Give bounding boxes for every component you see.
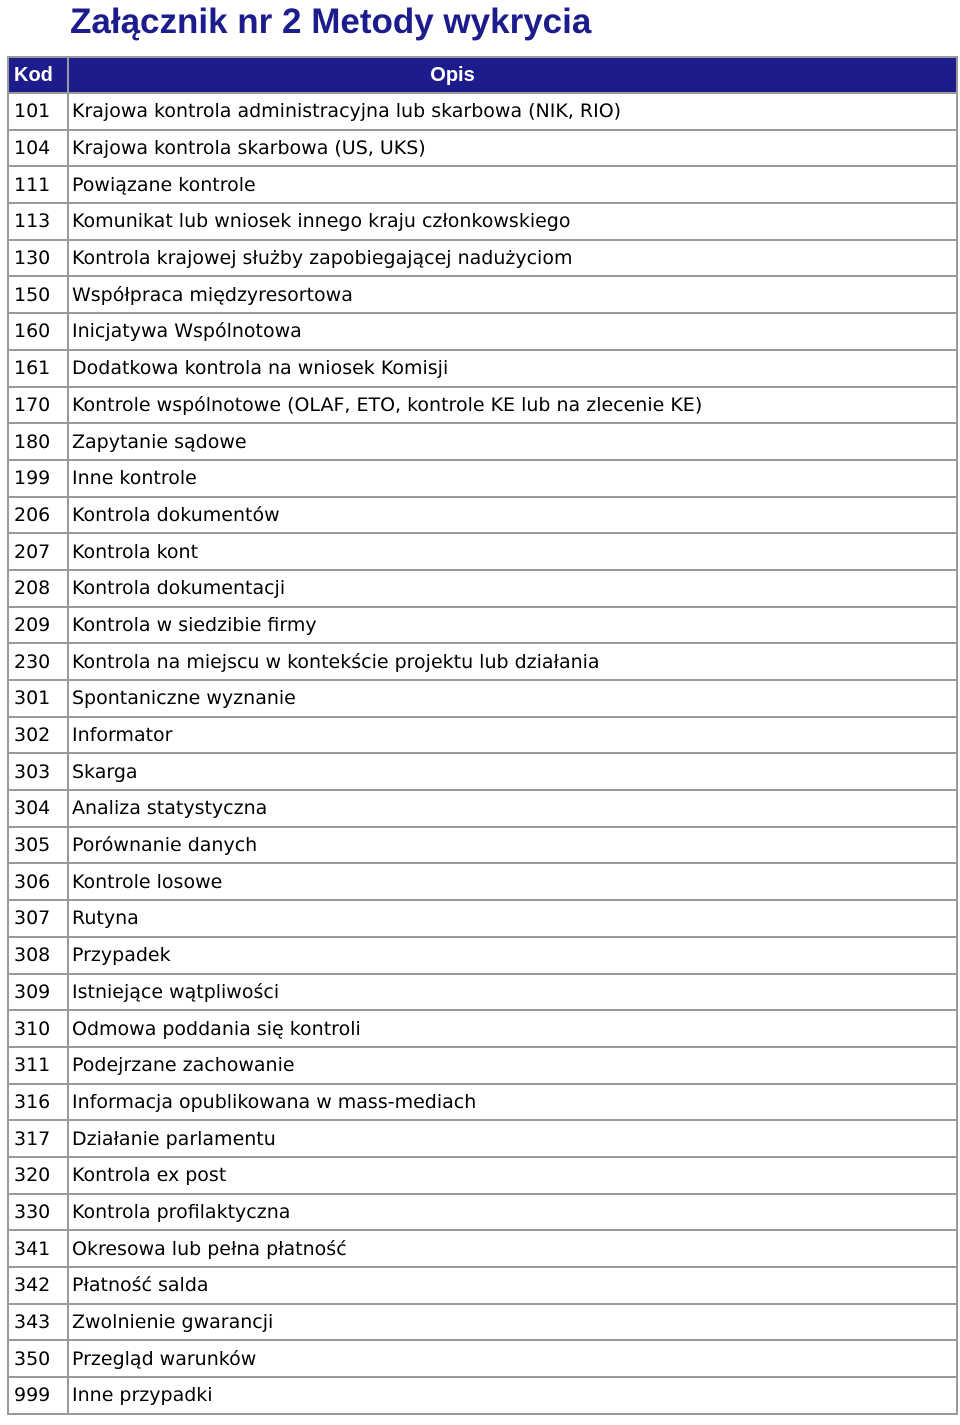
row-description: Przypadek: [68, 937, 957, 974]
row-code: 199: [8, 460, 68, 497]
row-description: Komunikat lub wniosek innego kraju członkowskiego: [68, 203, 957, 240]
table-row: [8, 827, 957, 864]
row-code: 230: [8, 643, 68, 680]
row-code: 341: [8, 1230, 68, 1267]
table-row: [8, 276, 957, 313]
row-description: Informacja opublikowana w mass-mediach: [68, 1084, 957, 1121]
row-code: 309: [8, 974, 68, 1011]
row-description: Przegląd warunków: [68, 1340, 957, 1377]
row-code: 330: [8, 1194, 68, 1231]
row-description: Kontrola dokumentów: [68, 497, 957, 534]
row-description: Zapytanie sądowe: [68, 423, 957, 460]
row-code: 304: [8, 790, 68, 827]
row-code: 320: [8, 1157, 68, 1194]
row-description: Krajowa kontrola skarbowa (US, UKS): [68, 130, 957, 167]
row-code: 209: [8, 607, 68, 644]
table-row: [8, 313, 957, 350]
row-code: 160: [8, 313, 68, 350]
table-row: [8, 166, 957, 203]
row-code: 350: [8, 1340, 68, 1377]
detection-methods-table: [7, 56, 958, 1415]
column-header-kod: Kod: [8, 57, 68, 93]
table-row: [8, 240, 957, 277]
table-row: [8, 570, 957, 607]
row-description: Zwolnienie gwarancji: [68, 1304, 957, 1341]
row-description: Kontrole losowe: [68, 863, 957, 900]
row-code: 316: [8, 1084, 68, 1121]
row-code: 111: [8, 166, 68, 203]
table-row: [8, 1267, 957, 1304]
row-code: 207: [8, 533, 68, 570]
table-row: [8, 130, 957, 167]
table-row: [8, 717, 957, 754]
table-row: [8, 423, 957, 460]
row-description: Analiza statystyczna: [68, 790, 957, 827]
row-description: Kontrola dokumentacji: [68, 570, 957, 607]
table-header-row: [8, 57, 957, 93]
table-row: [8, 387, 957, 424]
table-row: [8, 1377, 957, 1414]
table-row: [8, 1157, 957, 1194]
row-description: Kontrole wspólnotowe (OLAF, ETO, kontrole KE lub na zlecenie KE): [68, 387, 957, 424]
table-row: [8, 863, 957, 900]
table-row: [8, 900, 957, 937]
row-code: 305: [8, 827, 68, 864]
table-row: [8, 643, 957, 680]
row-description: Skarga: [68, 753, 957, 790]
row-description: Kontrola ex post: [68, 1157, 957, 1194]
row-description: Spontaniczne wyznanie: [68, 680, 957, 717]
table-row: [8, 1340, 957, 1377]
table-row: [8, 93, 957, 130]
row-code: 301: [8, 680, 68, 717]
row-code: 302: [8, 717, 68, 754]
row-code: 317: [8, 1120, 68, 1157]
table-row: [8, 790, 957, 827]
row-description: Kontrola krajowej służby zapobiegającej nadużyciom: [68, 240, 957, 277]
table-row: [8, 680, 957, 717]
table-row: [8, 1194, 957, 1231]
row-description: Krajowa kontrola administracyjna lub skarbowa (NIK, RIO): [68, 93, 957, 130]
row-description: Powiązane kontrole: [68, 166, 957, 203]
table-row: [8, 533, 957, 570]
row-code: 303: [8, 753, 68, 790]
table-row: [8, 350, 957, 387]
row-code: 342: [8, 1267, 68, 1304]
table-row: [8, 1047, 957, 1084]
row-description: Kontrola na miejscu w kontekście projektu lub działania: [68, 643, 957, 680]
row-code: 308: [8, 937, 68, 974]
row-code: 104: [8, 130, 68, 167]
row-description: Kontrola kont: [68, 533, 957, 570]
row-code: 311: [8, 1047, 68, 1084]
row-description: Działanie parlamentu: [68, 1120, 957, 1157]
table-row: [8, 203, 957, 240]
row-description: Odmowa poddania się kontroli: [68, 1010, 957, 1047]
table-row: [8, 753, 957, 790]
row-description: Okresowa lub pełna płatność: [68, 1230, 957, 1267]
row-description: Współpraca międzyresortowa: [68, 276, 957, 313]
row-code: 161: [8, 350, 68, 387]
row-code: 999: [8, 1377, 68, 1414]
table-row: [8, 497, 957, 534]
row-description: Istniejące wątpliwości: [68, 974, 957, 1011]
table-row: [8, 1230, 957, 1267]
row-code: 130: [8, 240, 68, 277]
row-code: 180: [8, 423, 68, 460]
row-code: 343: [8, 1304, 68, 1341]
row-description: Rutyna: [68, 900, 957, 937]
table-row: [8, 974, 957, 1011]
row-code: 113: [8, 203, 68, 240]
table-row: [8, 460, 957, 497]
row-description: Inne przypadki: [68, 1377, 957, 1414]
table-row: [8, 607, 957, 644]
row-description: Kontrola w siedzibie firmy: [68, 607, 957, 644]
table-body: [8, 93, 957, 1414]
row-code: 170: [8, 387, 68, 424]
table-row: [8, 1120, 957, 1157]
row-code: 150: [8, 276, 68, 313]
column-header-opis: Opis: [68, 57, 957, 93]
row-code: 208: [8, 570, 68, 607]
row-code: 101: [8, 93, 68, 130]
row-code: 310: [8, 1010, 68, 1047]
row-code: 306: [8, 863, 68, 900]
page-title: Załącznik nr 2 Metody wykrycia: [70, 2, 592, 41]
row-description: Dodatkowa kontrola na wniosek Komisji: [68, 350, 957, 387]
row-code: 206: [8, 497, 68, 534]
row-description: Porównanie danych: [68, 827, 957, 864]
table-row: [8, 1304, 957, 1341]
row-description: Informator: [68, 717, 957, 754]
row-description: Płatność salda: [68, 1267, 957, 1304]
table-row: [8, 1084, 957, 1121]
row-description: Inicjatywa Wspólnotowa: [68, 313, 957, 350]
row-code: 307: [8, 900, 68, 937]
row-description: Inne kontrole: [68, 460, 957, 497]
table-row: [8, 937, 957, 974]
row-description: Kontrola profilaktyczna: [68, 1194, 957, 1231]
table-row: [8, 1010, 957, 1047]
row-description: Podejrzane zachowanie: [68, 1047, 957, 1084]
